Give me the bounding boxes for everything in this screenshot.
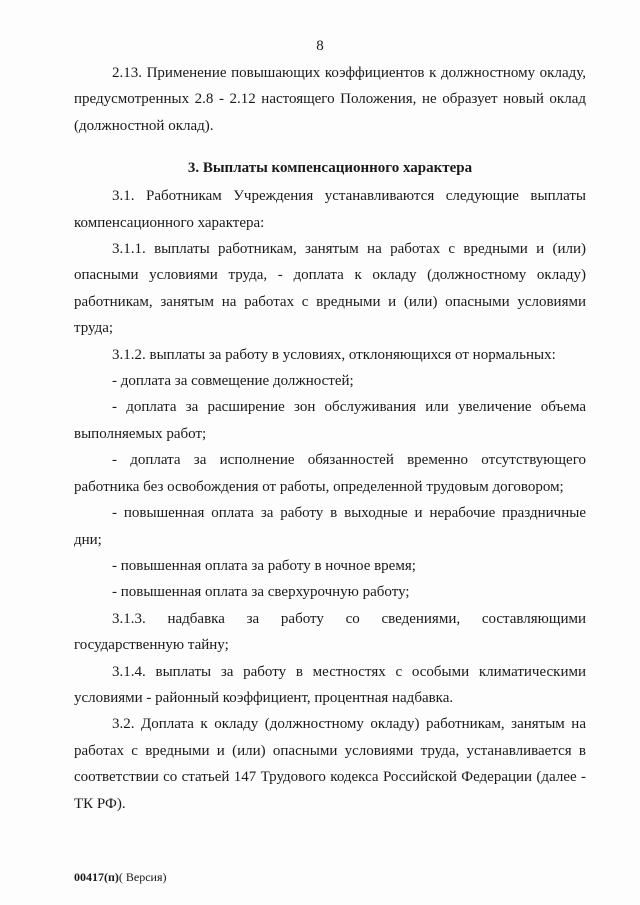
paragraph-3-2: 3.2. Доплата к окладу (должностному окладу) работникам, занятым на работах с вредными и (или) опасными условиями труда, устанавливается в соответствии со статьей 147 Трудового кодекса Российской Федерации (далее - ТК РФ).	[74, 716, 586, 812]
footer-doc-id: 00417(п)	[74, 870, 119, 884]
list-item-absent-worker-duties: - доплата за исполнение обязанностей временно отсутствующего работника без освобождения от работы, определенной трудовым договором;	[74, 452, 586, 495]
paragraph-3-1-1: 3.1.1. выплаты работникам, занятым на работах с вредными и (или) опасными условиями труда, - доплата к окладу (должностному окладу) работникам, занятым на работах с вредными и (или) опасными условиями труда;	[74, 241, 586, 337]
paragraph-3-1: 3.1. Работникам Учреждения устанавливаются следующие выплаты компенсационного характера:	[74, 188, 586, 231]
page-number: 8	[316, 38, 324, 54]
paragraph-2-13: 2.13. Применение повышающих коэффициентов к должностному окладу, предусмотренных 2.8 - 2.12 настоящего Положения, не образует новый оклад (должностной оклад).	[74, 65, 586, 134]
paragraph-3-1-2: 3.1.2. выплаты за работу в условиях, отклоняющихся от нормальных:	[112, 346, 556, 363]
list-item-combining-positions: - доплата за совмещение должностей;	[112, 373, 354, 390]
paragraph-3-1-4: 3.1.4. выплаты за работу в местностях с особыми климатическими условиями - районный коэффициент, процентная надбавка.	[74, 663, 586, 706]
list-item-overtime-pay: - повышенная оплата за сверхурочную работу;	[112, 584, 410, 601]
list-item-service-zones: - доплата за расширение зон обслуживания или увеличение объема выполняемых работ;	[74, 399, 586, 442]
document-body	[74, 60, 586, 817]
paragraph-3-1-3: 3.1.3. надбавка за работу со сведениями, составляющими государственную тайну;	[74, 610, 586, 654]
list-item-night-pay: - повышенная оплата за работу в ночное время;	[112, 557, 416, 574]
document-footer	[74, 870, 167, 885]
footer-version: ( Версия)	[118, 870, 167, 884]
list-item-weekend-holiday-pay: - повышенная оплата за работу в выходные и нерабочие праздничные дни;	[74, 505, 586, 548]
section-heading-3: 3. Выплаты компенсационного характера	[187, 160, 473, 177]
